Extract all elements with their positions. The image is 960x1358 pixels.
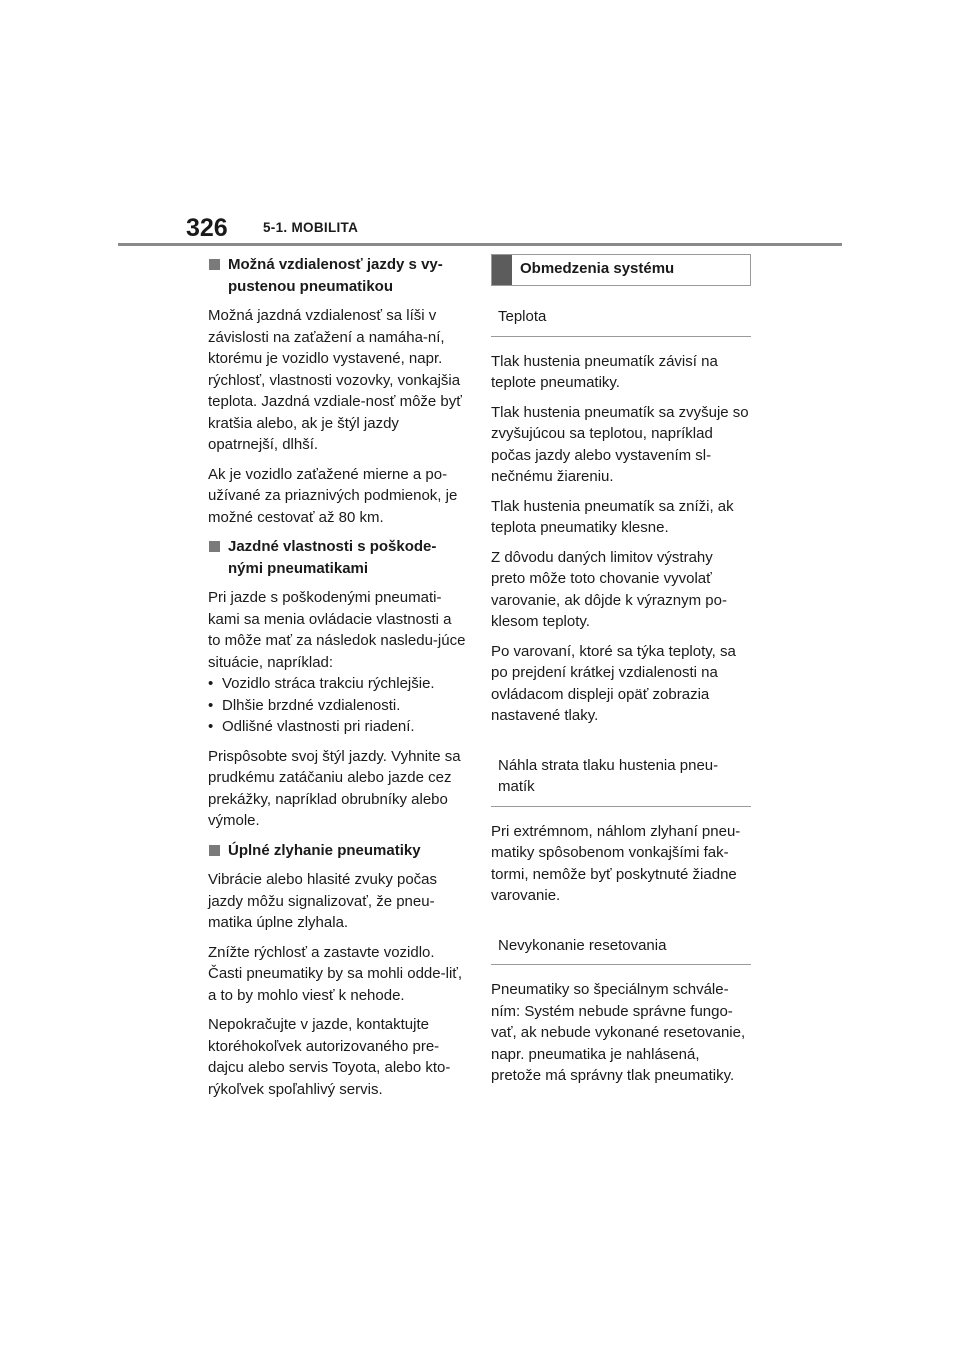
bullet-list [208, 673, 468, 738]
left-column [208, 254, 468, 1108]
square-bullet-icon [209, 541, 220, 552]
paragraph: Po varovaní, ktoré sa týka teploty, sa po prejdení krátkej vzdialenosti na ovládacom displeji opäť zobrazia nastavené tlaky. [491, 642, 736, 724]
paragraph: Tlak hustenia pneumatík sa zníži, ak teplota pneumatiky klesne. [491, 497, 734, 536]
box-title: Obmedzenia systému [520, 260, 675, 277]
paragraph: Pri extrémnom, náhlom zlyhaní pneu-matiky spôsobenom vonkajšími fak-tormi, nemôže byť poskytnuté žiadne varovanie. [491, 822, 741, 904]
square-bullet-icon [209, 845, 220, 856]
paragraph: Možná jazdná vzdialenosť sa líši v závislosti na zaťažení a namáha-ní, ktorému je vozidlo vystavené, napr. rýchlosť, vlastnosti vozovky, vonkajšia teplota. Jazdná vzdiale-nosť môže byť kratšia alebo, ak je štýl jazdy opatrnejší, dlhší. [208, 307, 462, 453]
paragraph: Pri jazde s poškodenými pneumati-kami sa menia ovládacie vlastnosti a to môže mať za následok nasledu-júce situácie, napríklad: [208, 589, 466, 671]
paragraph: Znížte rýchlosť a zastavte vozidlo. Časti pneumatiky by sa mohli odde-liť, a to by mohlo viesť k nehode. [208, 943, 463, 1004]
header-bar [492, 255, 512, 285]
topic-title: Náhla strata tlaku hustenia pneu-matík [491, 755, 751, 807]
subsection-heading: Možná vzdialenosť jazdy s vy-pustenou pneumatikou [208, 254, 468, 297]
paragraph: Pneumatiky so špeciálnym schvále-ním: Systém nebude správne fungo-vať, ak nebude vykonané resetovanie, napr. pneumatika je nahlásená, pretože má správny tlak pneumatiky. [491, 981, 746, 1084]
section-title: 5-1. MOBILITA [263, 220, 359, 235]
topic-title: Teplota [491, 306, 751, 337]
section-box-header [491, 254, 751, 286]
page-number: 326 [186, 214, 228, 242]
paragraph: Nepokračujte v jazde, kontaktujte ktoréhokoľvek autorizovaného pre-dajcu alebo servis Toyota, alebo kto-rýkoľvek spoľahlivý servis. [208, 1016, 451, 1098]
right-column [491, 254, 751, 1095]
paragraph: Z dôvodu daných limitov výstrahy preto môže toto chovanie vyvolať varovanie, ak dôjde k výraznym po-klesom teploty. [491, 548, 727, 630]
header-divider [118, 243, 842, 246]
paragraph: Prispôsobte svoj štýl jazdy. Vyhnite sa prudkému zatáčaniu alebo jazde cez prekážky, napríklad obrubníky alebo výmole. [208, 747, 461, 829]
paragraph: Ak je vozidlo zaťažené mierne a po-užívané za priaznivých podmienok, je možné cestovať až 80 km. [208, 465, 458, 526]
subsection-heading: Jazdné vlastnosti s poškode-nými pneumatikami [208, 536, 468, 579]
list-item: • Vozidlo stráca trakciu rýchlejšie. [208, 673, 468, 695]
square-bullet-icon [209, 259, 220, 270]
paragraph: Tlak hustenia pneumatík závisí na teplote pneumatiky. [491, 352, 718, 391]
paragraph: Tlak hustenia pneumatík sa zvyšuje so zvyšujúcou sa teplotou, napríklad počas jazdy alebo vystavením sl-nečnému žiareniu. [491, 403, 749, 485]
page-header [186, 212, 842, 246]
subsection-heading: Úplné zlyhanie pneumatiky [208, 840, 468, 862]
paragraph: Vibrácie alebo hlasité zvuky počas jazdy môžu signalizovať, že pneu-matika úplne zlyhala. [208, 871, 438, 931]
list-item: • Dlhšie brzdné vzdialenosti. [208, 695, 468, 717]
topic-title: Nevykonanie resetovania [491, 935, 751, 966]
list-item: • Odlišné vlastnosti pri riadení. [208, 716, 468, 738]
